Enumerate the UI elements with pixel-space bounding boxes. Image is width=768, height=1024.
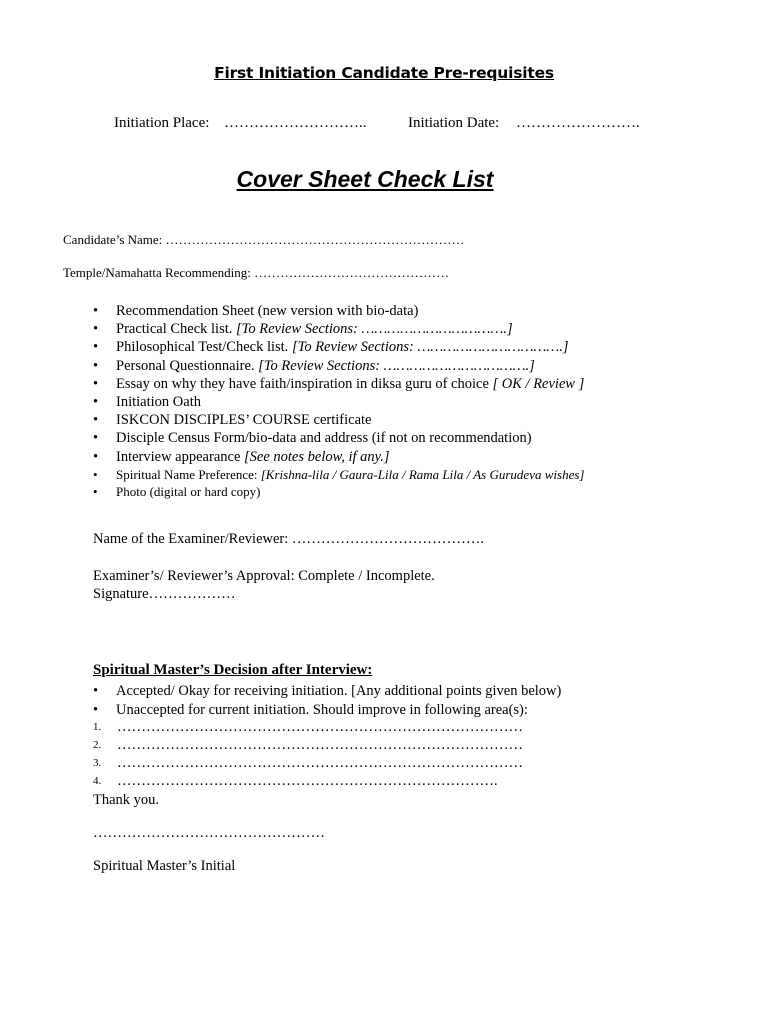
checklist-item [93,320,584,338]
bullet-icon: • [93,303,99,319]
checklist-item [93,483,584,501]
checklist-item-text: ISKCON DISCIPLES’ COURSE certificate [116,412,372,429]
checklist [93,302,584,501]
cover-sheet-title: Cover Sheet Check List [236,166,494,192]
line-number: 4. [93,775,102,787]
dotted-line: ………………………………………………………………………… [117,755,523,771]
checklist-item [93,466,584,484]
bullet-icon: • [93,339,99,356]
dotted-line: ………………………………………………………………………… [117,719,523,735]
candidate-name-field[interactable]: Candidate’s Name: …………………………………………………………… [63,232,465,247]
bullet-icon: • [93,375,99,392]
checklist-item-text: Initiation Oath [116,393,201,410]
checklist-item-text: Disciple Census Form/bio-data and address (if not on recommendation) [116,430,532,447]
improvement-area-line[interactable] [93,772,523,790]
initial-signature-field[interactable]: ………………………………………… [93,825,325,841]
line-number: 1. [93,721,102,733]
checklist-item-note: [ OK / Review ] [492,375,585,392]
checklist-item-note: [Krishna-lila / Gaura-Lila / Rama Lila / As Gurudeva wishes] [260,466,585,482]
improvement-areas [93,718,523,790]
decision-title: Spiritual Master’s Decision after Interview: [93,662,373,678]
examiner-signature-field[interactable]: Signature……………… [93,586,236,602]
checklist-item [93,338,584,356]
checklist-item-note: [To Review Sections: …………………………….] [258,357,535,374]
bullet-icon: • [93,430,99,447]
checklist-item [93,393,584,411]
checklist-item [93,375,584,393]
bullet-icon: • [93,484,98,500]
decision-option [93,682,561,701]
decision-option [93,701,561,720]
checklist-item-note: [See notes below, if any.] [244,448,390,465]
bullet-icon: • [93,466,98,482]
bullet-icon: • [93,448,99,465]
decision-options [93,682,561,719]
bullet-icon: • [93,683,99,699]
checklist-item [93,302,584,320]
checklist-item-text: Philosophical Test/Check list. [116,339,292,356]
bullet-icon: • [93,701,99,718]
bullet-icon: • [93,357,99,374]
checklist-item-text: Photo (digital or hard copy) [116,484,261,500]
bullet-icon: • [93,321,99,338]
bullet-icon: • [93,412,99,429]
decision-option-text: Accepted/ Okay for receiving initiation. [Any additional points given below) [116,683,562,699]
checklist-item-text: Practical Check list. [116,321,236,338]
dotted-line: ………………………………………………………………………… [117,737,523,753]
thank-you-text: Thank you. [93,792,160,808]
initiation-place-label: Initiation Place: [114,115,210,131]
improvement-area-line[interactable] [93,754,523,772]
initial-label: Spiritual Master’s Initial [93,858,236,874]
checklist-item [93,429,584,447]
checklist-item-text: Interview appearance [116,448,245,465]
checklist-item [93,357,584,375]
checklist-item-text: Spiritual Name Preference: [116,466,261,482]
checklist-item-note: [To Review Sections: …………………………….] [236,321,513,338]
improvement-area-line[interactable] [93,736,523,754]
examiner-approval: Examiner’s/ Reviewer’s Approval: Complete / Incomplete. [93,568,435,584]
line-number: 2. [93,739,102,751]
decision-option-text: Unaccepted for current initiation. Should improve in following area(s): [116,701,528,718]
checklist-item-note: [To Review Sections: …………………………….] [291,339,569,356]
bullet-icon: • [93,393,99,410]
checklist-item-text: Personal Questionnaire. [116,357,259,374]
checklist-item [93,411,584,429]
dotted-line: ……………………………………………………………………. [117,773,498,789]
initiation-date-label: Initiation Date: [408,115,500,131]
examiner-name-field[interactable]: Name of the Examiner/Reviewer: …………………………………. [93,531,485,547]
temple-recommending-field[interactable]: Temple/Namahatta Recommending: ……………………………………… [63,265,450,280]
checklist-item-text: Essay on why they have faith/inspiration in diksa guru of choice [116,375,493,392]
line-number: 3. [93,757,102,769]
page-title: First Initiation Candidate Pre-requisites [214,64,554,82]
checklist-item [93,448,584,466]
checklist-item-text: Recommendation Sheet (new version with bio-data) [116,303,419,319]
improvement-area-line[interactable] [93,718,523,736]
initiation-place-field[interactable]: ……………………….. [224,115,367,131]
initiation-date-field[interactable]: ……………………. [516,115,640,131]
